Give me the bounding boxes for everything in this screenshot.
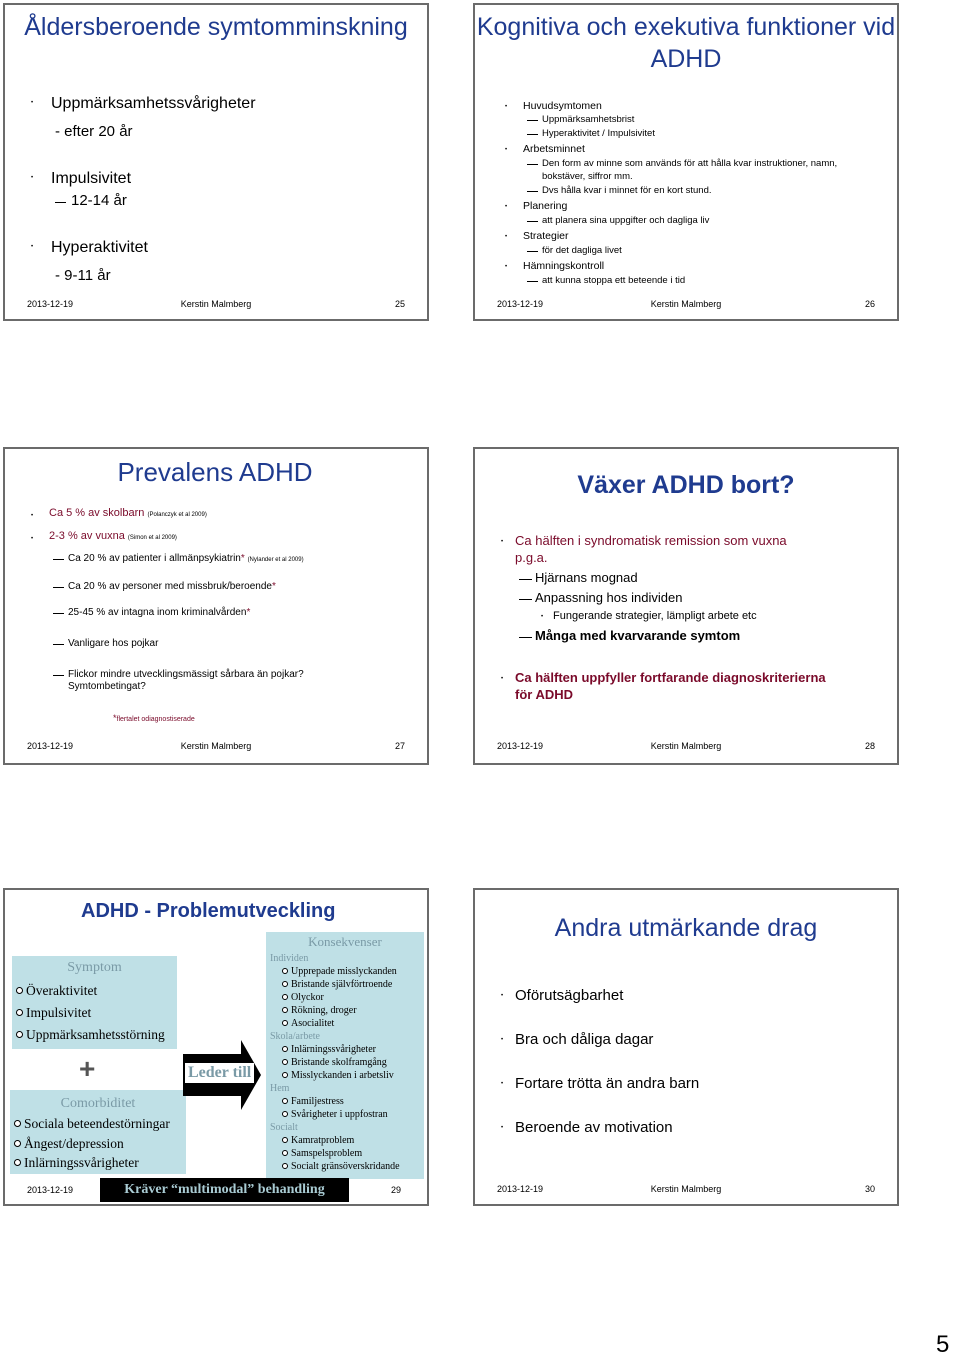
line-text: för det dagliga livet (542, 245, 622, 256)
bullet-icon: • (501, 1081, 504, 1087)
asterisk: * (272, 581, 276, 592)
item-text: Bristande självförtroende (291, 979, 393, 990)
sub-text: 12-14 år (71, 192, 127, 209)
dash-icon (519, 637, 532, 638)
footnote-text: flertalet odiagnostiserade (116, 716, 195, 723)
bullet-dot-icon (16, 1031, 23, 1038)
footer-author: Kerstin Malmberg (180, 741, 252, 751)
list-item (270, 1043, 400, 1056)
dash-icon (519, 579, 532, 580)
plus-icon: + (79, 1053, 96, 1084)
dash-text: Symtombetingat? (68, 681, 146, 692)
dash-icon (53, 559, 64, 560)
footer-date: 2013-12-19 (27, 299, 74, 309)
footer-date: 2013-12-19 (497, 741, 544, 751)
bullet-main: Ca 5 % av skolbarn (49, 507, 145, 519)
footer-date: 2013-12-19 (497, 1184, 544, 1194)
dash-main: 25-45 % av intagna inom kriminalvården (68, 607, 247, 618)
bullet-main: 2-3 % av vuxna (49, 530, 125, 542)
footer-author: Kerstin Malmberg (650, 741, 722, 751)
slide-26 (473, 3, 899, 321)
footer-date: 2013-12-19 (27, 1185, 74, 1195)
item-text: Upprepade misslyckanden (291, 966, 397, 977)
footer-number: 26 (864, 299, 875, 309)
dash-icon (527, 120, 538, 121)
footer-number: 25 (394, 299, 405, 309)
bullet-dot-icon (16, 1009, 23, 1016)
list-item (270, 1017, 400, 1030)
reference: (Nylander et al 2009) (247, 557, 304, 563)
bullet-icon: • (505, 204, 508, 210)
slide-title-text: Åldersberoende symtomminskning (24, 13, 408, 41)
symptom-text: Uppmärksamhetsstörning (26, 1027, 165, 1042)
symptom-box (12, 956, 177, 1049)
list-item (270, 1069, 400, 1082)
item-text: Rökning, droger (291, 1005, 357, 1016)
dash-icon (527, 164, 538, 165)
dash-icon (527, 191, 538, 192)
line-text: Dvs hålla kvar i minnet för en kort stund. (542, 185, 712, 196)
slide-title-text: Prevalens ADHD (117, 457, 313, 487)
item-text: Kamratproblem (291, 1135, 355, 1146)
symptom-item (16, 983, 97, 999)
dash-icon (527, 221, 538, 222)
dash-text: Anpassning hos individen (535, 590, 683, 605)
dash-text (68, 553, 304, 564)
bullet-dot-icon (14, 1159, 21, 1166)
sub-text: - 9-11 år (55, 267, 111, 284)
dash-text: Flickor mindre utvecklingsmässigt sårbara än pojkar? (68, 669, 304, 680)
list-item (270, 1134, 400, 1147)
comorbidity-text: Ångest/depression (24, 1136, 124, 1151)
reference: (Polanczyk et al 2009) (147, 512, 207, 518)
slide-title (475, 471, 897, 500)
item-text: Socialt gränsöverskridande (291, 1161, 400, 1172)
bullet-dot-icon (282, 1020, 288, 1026)
line-text: Hämningskontroll (523, 260, 605, 272)
line-text: Den form av minne som används för att hålla kvar instruktioner, namn, (542, 158, 838, 169)
dash-text (68, 581, 276, 592)
comorbidity-item (14, 1155, 139, 1171)
bullet-icon: • (501, 676, 504, 682)
line-text: Hyperaktivitet / Impulsivitet (542, 128, 655, 139)
item-text: Bristande skolframgång (291, 1057, 387, 1068)
dash-icon (519, 599, 532, 600)
bullet-dot-icon (282, 1150, 288, 1156)
dash-icon (55, 202, 66, 203)
list-item (270, 1147, 400, 1160)
arrow-label: Leder till (185, 1063, 254, 1083)
comorbidity-text: Sociala beteendestörningar (24, 1116, 170, 1131)
item-text: Asocialitet (291, 1018, 335, 1029)
group-heading: Skola/arbete (270, 1031, 320, 1042)
footer-author: Kerstin Malmberg (650, 299, 722, 309)
list-item (270, 978, 400, 991)
symptom-text: Impulsivitet (26, 1005, 92, 1020)
bullet-dot-icon (282, 981, 288, 987)
footer-number: 30 (864, 1184, 875, 1194)
dash-icon (527, 134, 538, 135)
item-text: Familjestress (291, 1096, 344, 1107)
bullet-dot-icon (282, 1111, 288, 1117)
bullet-icon: • (505, 264, 508, 270)
bullet-icon: • (501, 539, 504, 545)
bullet-icon: • (501, 993, 504, 999)
list-item (270, 1004, 400, 1017)
list-item (270, 965, 400, 978)
bullet-dot-icon (282, 994, 288, 1000)
slide-27 (3, 447, 429, 765)
slide-title-text: Växer ADHD bort? (577, 471, 795, 499)
list-item (270, 991, 400, 1004)
line-text: bokstäver, siffror mm. (542, 171, 633, 182)
slide-29 (3, 888, 429, 1206)
bullet-dot-icon (282, 1072, 288, 1078)
bullet-dot-icon (282, 1007, 288, 1013)
bullet-dot-icon (282, 968, 288, 974)
item-text: Uppmärksamhetssvårigheter (51, 95, 256, 112)
consequences-title: Konsekvenser (308, 934, 382, 949)
slide-title (475, 914, 897, 943)
slide-title (475, 11, 897, 75)
bullet-dot-icon (282, 1046, 288, 1052)
footer-number: 29 (390, 1185, 401, 1195)
comorbidity-box (10, 1090, 186, 1174)
slide-title (85, 457, 345, 488)
dash-icon (53, 675, 64, 676)
bullet-text (49, 507, 207, 519)
item-text: Beroende av motivation (515, 1119, 673, 1136)
bullet-text: p.g.a. (515, 550, 548, 565)
line-text: Arbetsminnet (523, 143, 585, 155)
dash-text: Hjärnans mognad (535, 570, 638, 585)
slide-title: ADHD - Problemutveckling (81, 900, 336, 922)
dash-text: Vanligare hos pojkar (68, 638, 159, 649)
line-text: Planering (523, 200, 568, 212)
item-text: Impulsivitet (51, 170, 132, 187)
line-text: att planera sina uppgifter och dagliga liv (542, 215, 710, 226)
asterisk: * (113, 713, 117, 723)
group-heading: Hem (270, 1083, 290, 1094)
bullet-icon: • (505, 234, 508, 240)
symptom-title: Symptom (67, 960, 122, 975)
dash-icon (53, 644, 64, 645)
item-text: Bra och dåliga dagar (515, 1031, 654, 1048)
item-text: Samspelsproblem (291, 1148, 363, 1159)
bullet-dot-icon (16, 987, 23, 994)
comorbidity-text: Inlärningssvårigheter (24, 1155, 139, 1170)
bullet-icon: • (501, 1125, 504, 1131)
slide-title-text: Kognitiva och exekutiva funktioner vid ADHD (476, 13, 896, 73)
bullet-text: för ADHD (515, 687, 574, 702)
comorbidity-item (14, 1116, 170, 1132)
bullet-icon: • (505, 147, 508, 153)
bullet-icon: • (31, 175, 34, 181)
slide-title (5, 11, 427, 43)
sub-text: - efter 20 år (55, 123, 133, 140)
footer-author: Kerstin Malmberg (650, 1184, 722, 1194)
dash-icon (53, 587, 64, 588)
consequences-box (266, 932, 424, 1179)
dash-main: Ca 20 % av patienter i allmänpsykiatrin (68, 553, 241, 564)
footer-date: 2013-12-19 (27, 741, 74, 751)
asterisk: * (240, 553, 245, 564)
bullet-icon: • (31, 244, 34, 250)
bullet-icon: • (541, 614, 544, 620)
bullet-icon: • (501, 1037, 504, 1043)
symptom-item (16, 1005, 91, 1021)
slide-30 (473, 888, 899, 1206)
list-item (270, 1095, 400, 1108)
bullet-text: Ca hälften i syndromatisk remission som vuxna (515, 533, 787, 548)
line-text: Huvudsymtomen (523, 100, 602, 112)
consequences-list (270, 952, 400, 1173)
list-item (270, 1160, 400, 1173)
group-heading: Socialt (270, 1122, 298, 1133)
bullet-dot-icon (14, 1120, 21, 1127)
footnote (113, 713, 195, 723)
footer-number: 27 (394, 741, 405, 751)
bullet-dot-icon (282, 1163, 288, 1169)
bullet-dot-icon (14, 1140, 21, 1147)
bullet-icon: • (31, 536, 34, 542)
symptom-item (16, 1027, 165, 1043)
dash-main: Ca 20 % av personer med missbruk/beroende (68, 581, 272, 592)
dash-icon (527, 281, 538, 282)
slide-28 (473, 447, 899, 765)
asterisk: * (246, 607, 251, 618)
footer-author: Kerstin Malmberg (180, 299, 252, 309)
item-text: Misslyckanden i arbetsliv (291, 1070, 394, 1081)
item-text: Olyckor (291, 992, 324, 1003)
line-text: Uppmärksamhetsbrist (542, 114, 635, 125)
group-heading: Individen (270, 953, 309, 964)
bullet-icon: • (31, 100, 34, 106)
dash-icon (527, 251, 538, 252)
list-item (270, 1108, 400, 1121)
dash-icon (53, 613, 64, 614)
footer-date: 2013-12-19 (497, 299, 544, 309)
bullet-dot-icon (282, 1137, 288, 1143)
item-text: Hyperaktivitet (51, 239, 148, 256)
dash-text (68, 607, 250, 618)
reference: (Simon et al 2009) (127, 535, 177, 541)
bullet-dot-icon (282, 1059, 288, 1065)
comorbidity-item (14, 1136, 124, 1152)
item-text: Oförutsägbarhet (515, 987, 624, 1004)
line-text: Strategier (523, 230, 569, 242)
line-text: att kunna stoppa ett beteende i tid (542, 275, 686, 286)
item-text: Svårigheter i uppfostran (291, 1109, 388, 1120)
comorbidity-title: Comorbiditet (60, 1096, 136, 1111)
footer-number: 28 (864, 741, 875, 751)
bullet-icon: • (31, 513, 34, 519)
sub-text: Fungerande strategier, lämpligt arbete etc (553, 610, 757, 622)
bullet-text: Ca hälften uppfyller fortfarande diagnoskriterierna (515, 670, 826, 685)
slide-title-text: Andra utmärkande drag (554, 914, 818, 942)
symptom-text: Överaktivitet (26, 983, 98, 998)
bullet-text (49, 530, 177, 542)
list-item (270, 1056, 400, 1069)
treatment-banner: Kräver “multimodal” behandling (100, 1178, 349, 1202)
item-text: Inlärningssvårigheter (291, 1044, 376, 1055)
dash-text: Många med kvarvarande symtom (535, 628, 741, 643)
page-number: 5 (936, 1331, 950, 1358)
slide-25 (3, 3, 429, 321)
bullet-icon: • (505, 104, 508, 110)
bullet-dot-icon (282, 1098, 288, 1104)
item-text: Fortare trötta än andra barn (515, 1075, 700, 1092)
